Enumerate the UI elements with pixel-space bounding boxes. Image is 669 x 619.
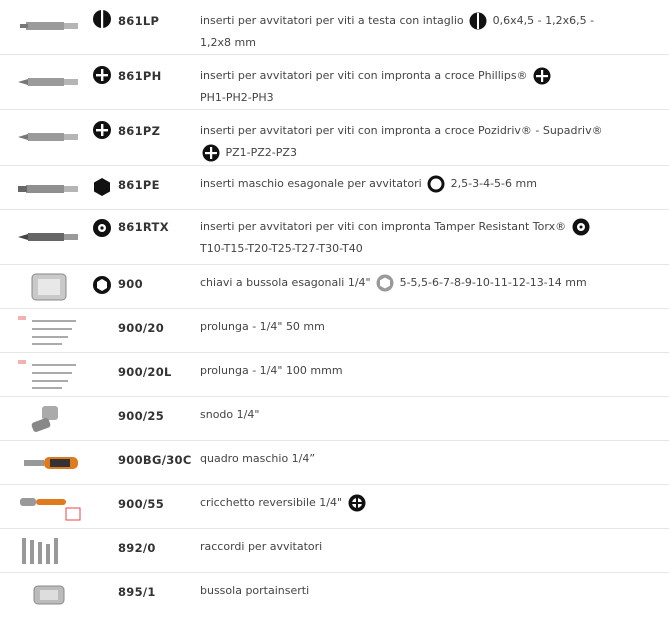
sizes-text: 0,6x4,5 - 1,2x6,5 - [492,14,595,27]
ratchet-image [10,491,88,523]
description-text: raccordi per avvitatori [200,540,323,553]
table-row [0,529,669,573]
product-description [200,272,620,294]
description-text: inserti maschio esagonale per avvitatori [200,177,422,190]
slotted-icon [469,12,487,30]
product-description [200,216,620,260]
description-text: bussola portainserti [200,584,310,597]
product-description [200,173,620,195]
sizes-text-cont: 1,2x8 mm [200,36,256,49]
bit-holder-image [10,579,88,611]
description-text: snodo 1/4" [200,408,260,421]
description-text: inserti per avvitatori per viti a testa con intaglio [200,14,464,27]
table-row [0,265,669,309]
product-code: 900/20L [118,365,172,379]
phillips-symbol-icon [92,65,112,85]
product-description [200,10,620,54]
slotted-symbol-icon [92,9,112,29]
extension-image [10,315,88,347]
table-row [0,166,669,210]
hex-socket-icon [376,274,394,292]
table-row [0,485,669,529]
sizes-text: PZ1-PZ2-PZ3 [225,146,297,159]
table-row [0,0,669,55]
adaptors-image [10,535,88,567]
bit-hex-image [10,172,88,204]
hex-outline-symbol-icon [92,275,112,295]
product-code: 895/1 [118,585,156,599]
product-description [200,492,620,514]
sizes-text: 5-5,5-6-7-8-9-10-11-12-13-14 mm [399,276,587,289]
sizes-text: 2,5-3-4-5-6 mm [450,177,537,190]
product-code: 900/25 [118,409,165,423]
product-code: 861PZ [118,124,161,138]
product-description [200,536,620,558]
socket-image [10,271,88,303]
product-description [200,65,620,109]
product-description [200,120,620,164]
table-row [0,110,669,166]
table-row [0,397,669,441]
driver-handle-image [10,447,88,479]
product-code: 861PE [118,178,160,192]
product-code: 900/55 [118,497,165,511]
product-code: 900 [118,277,143,291]
product-description [200,316,620,338]
table-row [0,441,669,485]
bit-torx-image [10,220,88,252]
product-code: 892/0 [118,541,156,555]
table-row [0,573,669,617]
description-text: inserti per avvitatori per viti con impronta a croce Phillips® [200,69,528,82]
table-row [0,309,669,353]
table-row [0,353,669,397]
product-code: 861RTX [118,220,169,234]
product-description [200,404,620,426]
bit-phillips-image [10,65,88,97]
description-text: chiavi a bussola esagonali 1/4" [200,276,371,289]
table-row [0,55,669,110]
universal-joint-image [10,403,88,435]
product-description [200,448,620,470]
ring-icon [427,175,445,193]
product-code: 900/20 [118,321,165,335]
pozidriv-icon [202,144,220,162]
long-extension-image [10,359,88,391]
ratchet-gear-icon [348,494,366,512]
description-text: inserti per avvitatori per viti con impronta a croce Pozidriv® - Supadriv® [200,124,603,137]
sizes-text: T10-T15-T20-T25-T27-T30-T40 [200,242,363,255]
bit-slotted-image [10,9,88,41]
phillips-icon [533,67,551,85]
description-text: cricchetto reversibile 1/4" [200,496,343,509]
sizes-text: PH1-PH2-PH3 [200,91,274,104]
product-description [200,360,620,382]
torx-symbol-icon [92,218,112,238]
description-text: prolunga - 1/4" 100 mmm [200,364,343,377]
description-text: prolunga - 1/4" 50 mm [200,320,325,333]
table-row [0,210,669,265]
product-description [200,580,620,602]
product-code: 861LP [118,14,160,28]
hex-symbol-icon [92,177,112,197]
description-text: inserti per avvitatori per viti con impronta Tamper Resistant Torx® [200,220,567,233]
torx-icon [572,218,590,236]
product-code: 900BG/30C [118,453,192,467]
product-code: 861PH [118,69,162,83]
description-text: quadro maschio 1/4” [200,452,316,465]
pozidriv-symbol-icon [92,120,112,140]
bit-pozidriv-image [10,120,88,152]
